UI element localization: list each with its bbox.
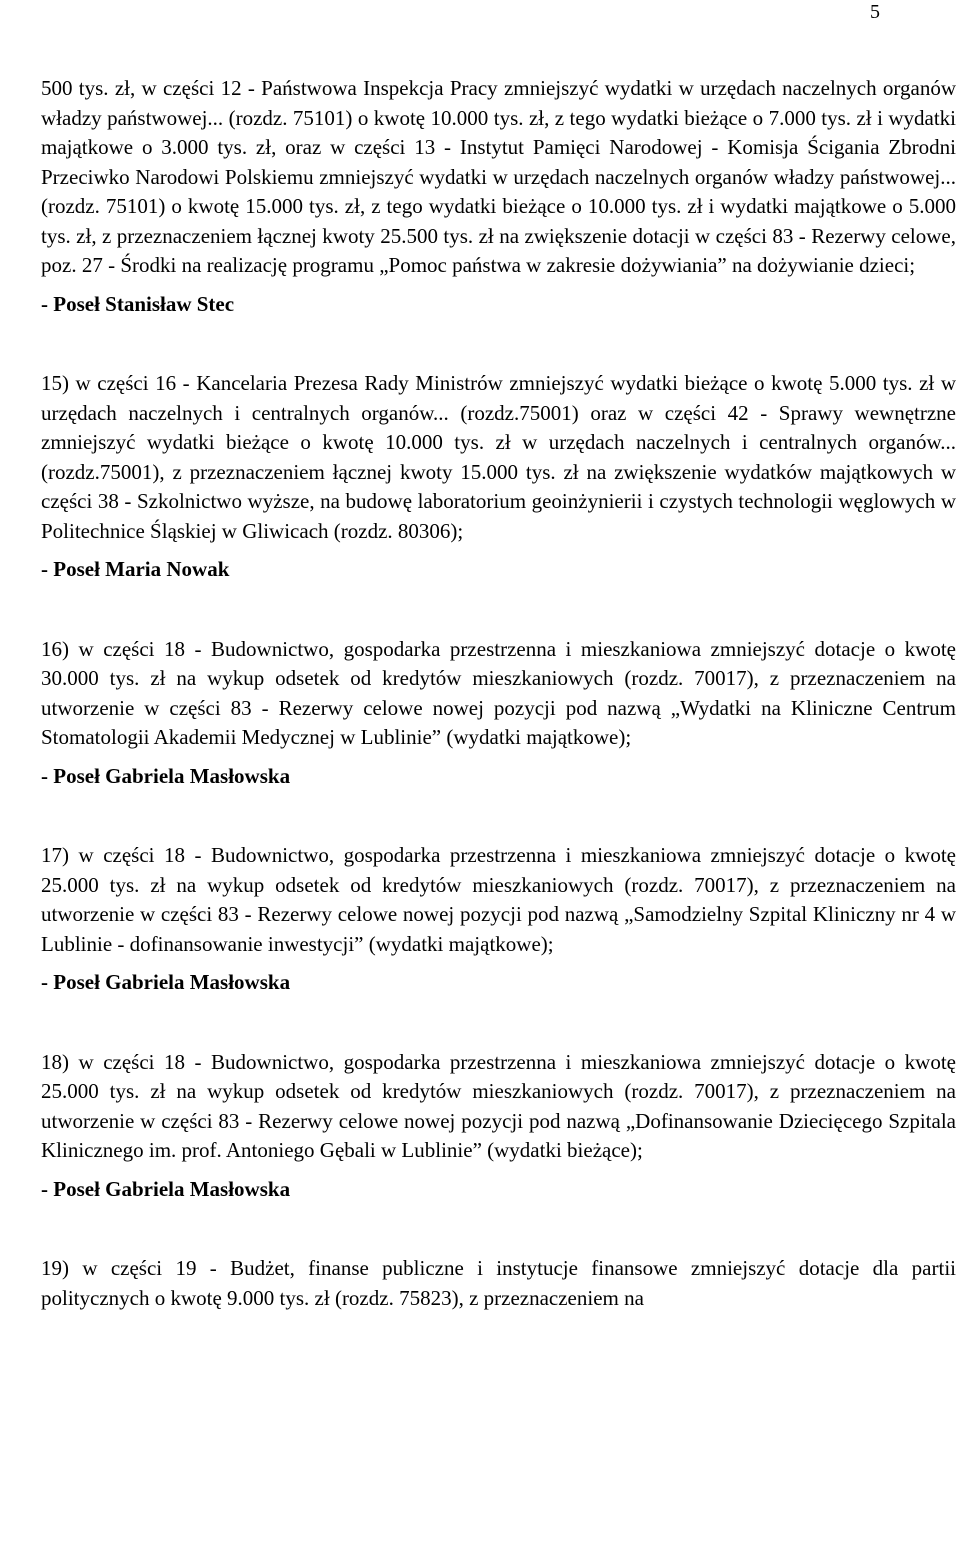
page-number: 5 — [870, 1, 880, 23]
paragraph-item-15: 15) w części 16 - Kancelaria Prezesa Rady Ministrów zmniejszyć wydatki bieżące o kwotę 5.000 tys. zł w urzędach naczelnych i centralnych organów... (rozdz.75001) oraz w części 42 - Sprawy wewnętrzne zmniejszyć wydatki bieżące o kwotę 10.000 tys. zł w urzędach naczelnych i centralnych organów... (rozdz.75001), z przeznaczeniem łącznej kwoty 15.000 tys. zł na zwiększenie wydatków majątkowych w części 38 - Szkolnictwo wyższe, na budowę laboratorium geoinżynierii i czystych technologii węglowych w Politechnice Śląskiej w Gliwicach (rozdz. 80306); — [41, 371, 956, 543]
paragraph-item-18: 18) w części 18 - Budownictwo, gospodarka przestrzenna i mieszkaniowa zmniejszyć dotacje o kwotę 25.000 tys. zł na wykup odsetek od kredytów mieszkaniowych (rozdz. 70017), z przeznaczeniem na utworzenie w części 83 - Rezerwy celowe nowej pozycji pod nazwą „Dofinansowanie Dziecięcego Szpitala Klinicznego im. prof. Antoniego Gębali w Lublinie” (wydatki bieżące); — [41, 1049, 956, 1162]
signature-maslowska-16: - Poseł Gabriela Masłowska — [41, 763, 291, 788]
signature-maslowska-18: - Poseł Gabriela Masłowska — [41, 1176, 291, 1201]
signature-maslowska-17: - Poseł Gabriela Masłowska — [41, 970, 291, 994]
signature-nowak: - Poseł Maria Nowak — [41, 557, 230, 581]
paragraph-item-17: 17) w części 18 - Budownictwo, gospodarka przestrzenna i mieszkaniowa zmniejszyć dotacje o kwotę 25.000 tys. zł na wykup odsetek od kredytów mieszkaniowych (rozdz. 70017), z przeznaczeniem na utworzenie w części 83 - Rezerwy celowe nowej pozycji pod nazwą „Samodzielny Szpital Kliniczny nr 4 w Lublinie - dofinansowanie inwestycji” (wydatki majątkowe); — [41, 843, 956, 956]
signature-stec: - Poseł Stanisław Stec — [41, 291, 235, 316]
paragraph-item-19: 19) w części 19 - Budżet, finanse publiczne i instytucje finansowe zmniejszyć dotacje dla partii politycznych o kwotę 9.000 tys. zł (rozdz. 75823), z przeznaczeniem na — [41, 1256, 956, 1310]
paragraph-item-16: 16) w części 18 - Budownictwo, gospodarka przestrzenna i mieszkaniowa zmniejszyć dotacje o kwotę 30.000 tys. zł na wykup odsetek od kredytów mieszkaniowych (rozdz. 70017), z przeznaczeniem na utworzenie w części 83 - Rezerwy celowe nowej pozycji pod nazwą „Wydatki na Kliniczne Centrum Stomatologii Akademii Medycznej w Lublinie” (wydatki majątkowe); — [41, 636, 956, 749]
document-body — [41, 74, 956, 1313]
paragraph-continuation: 500 tys. zł, w części 12 - Państwowa Inspekcja Pracy zmniejszyć wydatki w urzędach naczelnych organów władzy państwowej... (rozdz. 75101) o kwotę 10.000 tys. zł, z tego wydatki bieżące o 7.000 tys. zł i wydatki majątkowe o 3.000 tys. zł, oraz w części 13 - Instytut Pamięci Narodowej - Komisja Ścigania Zbrodni Przeciwko Narodowi Polskiemu zmniejszyć wydatki w urzędach naczelnych organów władzy państwowej... (rozdz. 75101) o kwotę 15.000 tys. zł, z tego wydatki bieżące o 10.000 tys. zł i wydatki majątkowe o 5.000 tys. zł, z przeznaczeniem łącznej kwoty 25.500 tys. zł na zwiększenie dotacji w części 83 - Rezerwy celowe, poz. 27 - Środki na realizację programu „Pomoc państwa w zakresie dożywiania” na dożywianie dzieci; — [41, 76, 956, 277]
